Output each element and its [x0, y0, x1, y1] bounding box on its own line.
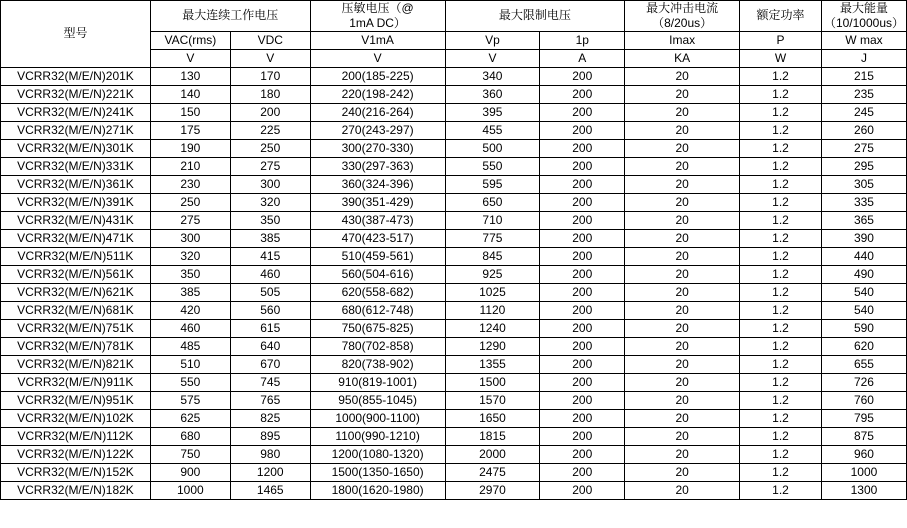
- cell-vac: 550: [150, 374, 230, 392]
- cell-vp: 550: [445, 158, 540, 176]
- cell-vdc: 670: [230, 356, 310, 374]
- cell-vac: 680: [150, 428, 230, 446]
- header-max-continuous-voltage: 最大连续工作电压: [150, 1, 310, 32]
- cell-v1ma: 390(351-429): [310, 194, 445, 212]
- cell-imax: 20: [625, 338, 740, 356]
- cell-vac: 1000: [150, 482, 230, 500]
- cell-vdc: 415: [230, 248, 310, 266]
- cell-p: 1.2: [740, 464, 822, 482]
- header-unit-vp: V: [445, 50, 540, 68]
- table-row: [1, 320, 907, 338]
- cell-vp: 1355: [445, 356, 540, 374]
- cell-vdc: 895: [230, 428, 310, 446]
- cell-model: VCRR32(M/E/N)241K: [1, 104, 151, 122]
- cell-v1ma: 240(216-264): [310, 104, 445, 122]
- cell-vdc: 460: [230, 266, 310, 284]
- cell-ip: 200: [540, 338, 625, 356]
- cell-vac: 420: [150, 302, 230, 320]
- table-row: [1, 158, 907, 176]
- table-header: [1, 1, 907, 68]
- cell-p: 1.2: [740, 392, 822, 410]
- cell-vac: 750: [150, 446, 230, 464]
- header-varistor-voltage-line2: 1mA DC）: [349, 16, 406, 30]
- header-symbol-ip: 1p: [540, 32, 625, 50]
- cell-vac: 385: [150, 284, 230, 302]
- cell-ip: 200: [540, 482, 625, 500]
- cell-vp: 925: [445, 266, 540, 284]
- cell-p: 1.2: [740, 140, 822, 158]
- cell-vp: 1815: [445, 428, 540, 446]
- cell-p: 1.2: [740, 482, 822, 500]
- cell-w: 1300: [821, 482, 906, 500]
- header-unit-w: J: [821, 50, 906, 68]
- cell-vp: 1650: [445, 410, 540, 428]
- cell-model: VCRR32(M/E/N)751K: [1, 320, 151, 338]
- header-symbol-imax: Imax: [625, 32, 740, 50]
- cell-ip: 200: [540, 194, 625, 212]
- cell-w: 440: [821, 248, 906, 266]
- cell-p: 1.2: [740, 284, 822, 302]
- cell-vdc: 560: [230, 302, 310, 320]
- table-row: [1, 338, 907, 356]
- cell-vp: 1240: [445, 320, 540, 338]
- cell-model: VCRR32(M/E/N)221K: [1, 86, 151, 104]
- table-row: [1, 482, 907, 500]
- cell-v1ma: 430(387-473): [310, 212, 445, 230]
- table-row: [1, 302, 907, 320]
- cell-model: VCRR32(M/E/N)271K: [1, 122, 151, 140]
- cell-vp: 1025: [445, 284, 540, 302]
- cell-w: 540: [821, 284, 906, 302]
- cell-vac: 575: [150, 392, 230, 410]
- cell-ip: 200: [540, 374, 625, 392]
- cell-p: 1.2: [740, 320, 822, 338]
- cell-p: 1.2: [740, 428, 822, 446]
- cell-ip: 200: [540, 302, 625, 320]
- table-row: [1, 194, 907, 212]
- cell-v1ma: 680(612-748): [310, 302, 445, 320]
- cell-w: 620: [821, 338, 906, 356]
- table-row: [1, 140, 907, 158]
- table-row: [1, 86, 907, 104]
- cell-vp: 2970: [445, 482, 540, 500]
- cell-vdc: 825: [230, 410, 310, 428]
- cell-vac: 140: [150, 86, 230, 104]
- cell-w: 235: [821, 86, 906, 104]
- cell-ip: 200: [540, 104, 625, 122]
- cell-vac: 320: [150, 248, 230, 266]
- cell-w: 305: [821, 176, 906, 194]
- table-row: [1, 266, 907, 284]
- cell-p: 1.2: [740, 86, 822, 104]
- cell-model: VCRR32(M/E/N)911K: [1, 374, 151, 392]
- table-row: [1, 446, 907, 464]
- cell-imax: 20: [625, 482, 740, 500]
- cell-v1ma: 1200(1080-1320): [310, 446, 445, 464]
- cell-vdc: 385: [230, 230, 310, 248]
- cell-v1ma: 220(198-242): [310, 86, 445, 104]
- header-symbol-w: W max: [821, 32, 906, 50]
- cell-vac: 300: [150, 230, 230, 248]
- cell-model: VCRR32(M/E/N)201K: [1, 68, 151, 86]
- cell-model: VCRR32(M/E/N)431K: [1, 212, 151, 230]
- cell-imax: 20: [625, 446, 740, 464]
- table-row: [1, 392, 907, 410]
- cell-imax: 20: [625, 356, 740, 374]
- header-symbol-vac: VAC(rms): [150, 32, 230, 50]
- cell-vdc: 615: [230, 320, 310, 338]
- cell-model: VCRR32(M/E/N)621K: [1, 284, 151, 302]
- header-symbol-vp: Vp: [445, 32, 540, 50]
- cell-model: VCRR32(M/E/N)561K: [1, 266, 151, 284]
- table-row: [1, 230, 907, 248]
- cell-vdc: 505: [230, 284, 310, 302]
- cell-w: 295: [821, 158, 906, 176]
- cell-p: 1.2: [740, 158, 822, 176]
- cell-vac: 460: [150, 320, 230, 338]
- cell-vdc: 225: [230, 122, 310, 140]
- cell-vp: 360: [445, 86, 540, 104]
- table-row: [1, 122, 907, 140]
- cell-p: 1.2: [740, 176, 822, 194]
- cell-v1ma: 200(185-225): [310, 68, 445, 86]
- cell-v1ma: 750(675-825): [310, 320, 445, 338]
- cell-v1ma: 1500(1350-1650): [310, 464, 445, 482]
- cell-p: 1.2: [740, 230, 822, 248]
- cell-vac: 150: [150, 104, 230, 122]
- cell-vp: 500: [445, 140, 540, 158]
- cell-imax: 20: [625, 464, 740, 482]
- cell-vac: 230: [150, 176, 230, 194]
- cell-ip: 200: [540, 176, 625, 194]
- cell-w: 590: [821, 320, 906, 338]
- cell-ip: 200: [540, 446, 625, 464]
- cell-ip: 200: [540, 230, 625, 248]
- cell-model: VCRR32(M/E/N)122K: [1, 446, 151, 464]
- cell-imax: 20: [625, 248, 740, 266]
- cell-p: 1.2: [740, 410, 822, 428]
- table-body: [1, 68, 907, 500]
- cell-vdc: 275: [230, 158, 310, 176]
- cell-p: 1.2: [740, 266, 822, 284]
- cell-imax: 20: [625, 122, 740, 140]
- cell-ip: 200: [540, 158, 625, 176]
- table-row: [1, 248, 907, 266]
- cell-vac: 350: [150, 266, 230, 284]
- cell-vdc: 745: [230, 374, 310, 392]
- cell-v1ma: 560(504-616): [310, 266, 445, 284]
- cell-model: VCRR32(M/E/N)511K: [1, 248, 151, 266]
- cell-vp: 650: [445, 194, 540, 212]
- cell-imax: 20: [625, 212, 740, 230]
- cell-imax: 20: [625, 302, 740, 320]
- cell-p: 1.2: [740, 68, 822, 86]
- cell-vp: 710: [445, 212, 540, 230]
- cell-vp: 455: [445, 122, 540, 140]
- cell-imax: 20: [625, 284, 740, 302]
- cell-vdc: 980: [230, 446, 310, 464]
- cell-v1ma: 780(702-858): [310, 338, 445, 356]
- cell-vac: 190: [150, 140, 230, 158]
- cell-model: VCRR32(M/E/N)951K: [1, 392, 151, 410]
- cell-vdc: 1465: [230, 482, 310, 500]
- cell-vp: 340: [445, 68, 540, 86]
- cell-w: 1000: [821, 464, 906, 482]
- header-rated-power: 额定功率: [740, 1, 822, 32]
- cell-vac: 175: [150, 122, 230, 140]
- table-row: [1, 284, 907, 302]
- cell-imax: 20: [625, 320, 740, 338]
- cell-w: 655: [821, 356, 906, 374]
- cell-model: VCRR32(M/E/N)681K: [1, 302, 151, 320]
- cell-ip: 200: [540, 410, 625, 428]
- table-row: [1, 104, 907, 122]
- cell-vdc: 200: [230, 104, 310, 122]
- cell-vac: 130: [150, 68, 230, 86]
- cell-model: VCRR32(M/E/N)102K: [1, 410, 151, 428]
- cell-vdc: 765: [230, 392, 310, 410]
- table-row: [1, 212, 907, 230]
- cell-model: VCRR32(M/E/N)781K: [1, 338, 151, 356]
- header-unit-v1ma: V: [310, 50, 445, 68]
- cell-w: 795: [821, 410, 906, 428]
- header-symbol-p: P: [740, 32, 822, 50]
- cell-ip: 200: [540, 122, 625, 140]
- cell-v1ma: 910(819-1001): [310, 374, 445, 392]
- cell-vdc: 170: [230, 68, 310, 86]
- cell-vdc: 180: [230, 86, 310, 104]
- cell-ip: 200: [540, 212, 625, 230]
- header-unit-p: W: [740, 50, 822, 68]
- header-max-energy: [821, 1, 906, 32]
- cell-p: 1.2: [740, 248, 822, 266]
- cell-model: VCRR32(M/E/N)152K: [1, 464, 151, 482]
- cell-v1ma: 820(738-902): [310, 356, 445, 374]
- cell-p: 1.2: [740, 356, 822, 374]
- cell-w: 760: [821, 392, 906, 410]
- cell-imax: 20: [625, 68, 740, 86]
- cell-vdc: 320: [230, 194, 310, 212]
- table-row: [1, 428, 907, 446]
- header-unit-vac: V: [150, 50, 230, 68]
- cell-p: 1.2: [740, 104, 822, 122]
- cell-model: VCRR32(M/E/N)112K: [1, 428, 151, 446]
- cell-imax: 20: [625, 410, 740, 428]
- table-row: [1, 464, 907, 482]
- cell-w: 490: [821, 266, 906, 284]
- header-unit-vdc: V: [230, 50, 310, 68]
- cell-imax: 20: [625, 374, 740, 392]
- cell-vp: 2000: [445, 446, 540, 464]
- cell-imax: 20: [625, 392, 740, 410]
- cell-vp: 395: [445, 104, 540, 122]
- header-max-energy-line2: （10/1000us）: [823, 16, 904, 30]
- cell-model: VCRR32(M/E/N)301K: [1, 140, 151, 158]
- cell-v1ma: 510(459-561): [310, 248, 445, 266]
- cell-v1ma: 330(297-363): [310, 158, 445, 176]
- cell-p: 1.2: [740, 338, 822, 356]
- cell-model: VCRR32(M/E/N)391K: [1, 194, 151, 212]
- table-row: [1, 410, 907, 428]
- header-symbol-v1ma: V1mA: [310, 32, 445, 50]
- header-max-surge-current: [625, 1, 740, 32]
- cell-vac: 210: [150, 158, 230, 176]
- cell-vp: 1500: [445, 374, 540, 392]
- cell-p: 1.2: [740, 212, 822, 230]
- cell-imax: 20: [625, 104, 740, 122]
- cell-v1ma: 300(270-330): [310, 140, 445, 158]
- cell-imax: 20: [625, 230, 740, 248]
- header-max-clamping-voltage: 最大限制电压: [445, 1, 625, 32]
- cell-p: 1.2: [740, 122, 822, 140]
- cell-vac: 625: [150, 410, 230, 428]
- cell-vp: 845: [445, 248, 540, 266]
- header-model: 型号: [1, 1, 151, 68]
- cell-v1ma: 470(423-517): [310, 230, 445, 248]
- cell-vp: 1120: [445, 302, 540, 320]
- cell-imax: 20: [625, 266, 740, 284]
- cell-model: VCRR32(M/E/N)182K: [1, 482, 151, 500]
- cell-vac: 250: [150, 194, 230, 212]
- cell-p: 1.2: [740, 194, 822, 212]
- table-row: [1, 374, 907, 392]
- header-max-surge-current-line2: （8/20us）: [652, 16, 713, 30]
- header-max-surge-current-line1: 最大冲击电流: [646, 1, 719, 15]
- cell-w: 245: [821, 104, 906, 122]
- cell-vdc: 350: [230, 212, 310, 230]
- table-row: [1, 68, 907, 86]
- cell-w: 275: [821, 140, 906, 158]
- cell-w: 960: [821, 446, 906, 464]
- cell-vdc: 640: [230, 338, 310, 356]
- cell-ip: 200: [540, 68, 625, 86]
- cell-v1ma: 950(855-1045): [310, 392, 445, 410]
- cell-imax: 20: [625, 428, 740, 446]
- cell-p: 1.2: [740, 302, 822, 320]
- cell-vp: 2475: [445, 464, 540, 482]
- cell-p: 1.2: [740, 374, 822, 392]
- cell-ip: 200: [540, 266, 625, 284]
- cell-vac: 900: [150, 464, 230, 482]
- cell-ip: 200: [540, 284, 625, 302]
- cell-vdc: 250: [230, 140, 310, 158]
- cell-w: 540: [821, 302, 906, 320]
- cell-w: 215: [821, 68, 906, 86]
- header-max-energy-line1: 最大能量: [839, 1, 888, 15]
- cell-vp: 1570: [445, 392, 540, 410]
- cell-imax: 20: [625, 176, 740, 194]
- cell-ip: 200: [540, 86, 625, 104]
- cell-vp: 1290: [445, 338, 540, 356]
- cell-ip: 200: [540, 320, 625, 338]
- cell-model: VCRR32(M/E/N)471K: [1, 230, 151, 248]
- cell-w: 875: [821, 428, 906, 446]
- cell-model: VCRR32(M/E/N)361K: [1, 176, 151, 194]
- cell-ip: 200: [540, 428, 625, 446]
- cell-w: 335: [821, 194, 906, 212]
- header-row-groups: [1, 1, 907, 32]
- cell-v1ma: 620(558-682): [310, 284, 445, 302]
- cell-vac: 485: [150, 338, 230, 356]
- cell-w: 390: [821, 230, 906, 248]
- table-row: [1, 176, 907, 194]
- cell-imax: 20: [625, 194, 740, 212]
- cell-vac: 275: [150, 212, 230, 230]
- cell-ip: 200: [540, 140, 625, 158]
- cell-w: 260: [821, 122, 906, 140]
- cell-w: 726: [821, 374, 906, 392]
- cell-vac: 510: [150, 356, 230, 374]
- header-varistor-voltage: [310, 1, 445, 32]
- cell-imax: 20: [625, 158, 740, 176]
- cell-vp: 595: [445, 176, 540, 194]
- cell-ip: 200: [540, 356, 625, 374]
- cell-p: 1.2: [740, 446, 822, 464]
- header-symbol-vdc: VDC: [230, 32, 310, 50]
- header-unit-ip: A: [540, 50, 625, 68]
- cell-v1ma: 1100(990-1210): [310, 428, 445, 446]
- cell-vdc: 300: [230, 176, 310, 194]
- cell-model: VCRR32(M/E/N)331K: [1, 158, 151, 176]
- cell-v1ma: 270(243-297): [310, 122, 445, 140]
- header-unit-imax: KA: [625, 50, 740, 68]
- cell-w: 365: [821, 212, 906, 230]
- cell-vp: 775: [445, 230, 540, 248]
- cell-ip: 200: [540, 248, 625, 266]
- cell-v1ma: 1000(900-1100): [310, 410, 445, 428]
- table-row: [1, 356, 907, 374]
- cell-ip: 200: [540, 392, 625, 410]
- header-varistor-voltage-line1: 压敏电压（@: [341, 1, 414, 15]
- cell-vdc: 1200: [230, 464, 310, 482]
- cell-v1ma: 1800(1620-1980): [310, 482, 445, 500]
- cell-ip: 200: [540, 464, 625, 482]
- cell-imax: 20: [625, 86, 740, 104]
- cell-v1ma: 360(324-396): [310, 176, 445, 194]
- cell-imax: 20: [625, 140, 740, 158]
- cell-model: VCRR32(M/E/N)821K: [1, 356, 151, 374]
